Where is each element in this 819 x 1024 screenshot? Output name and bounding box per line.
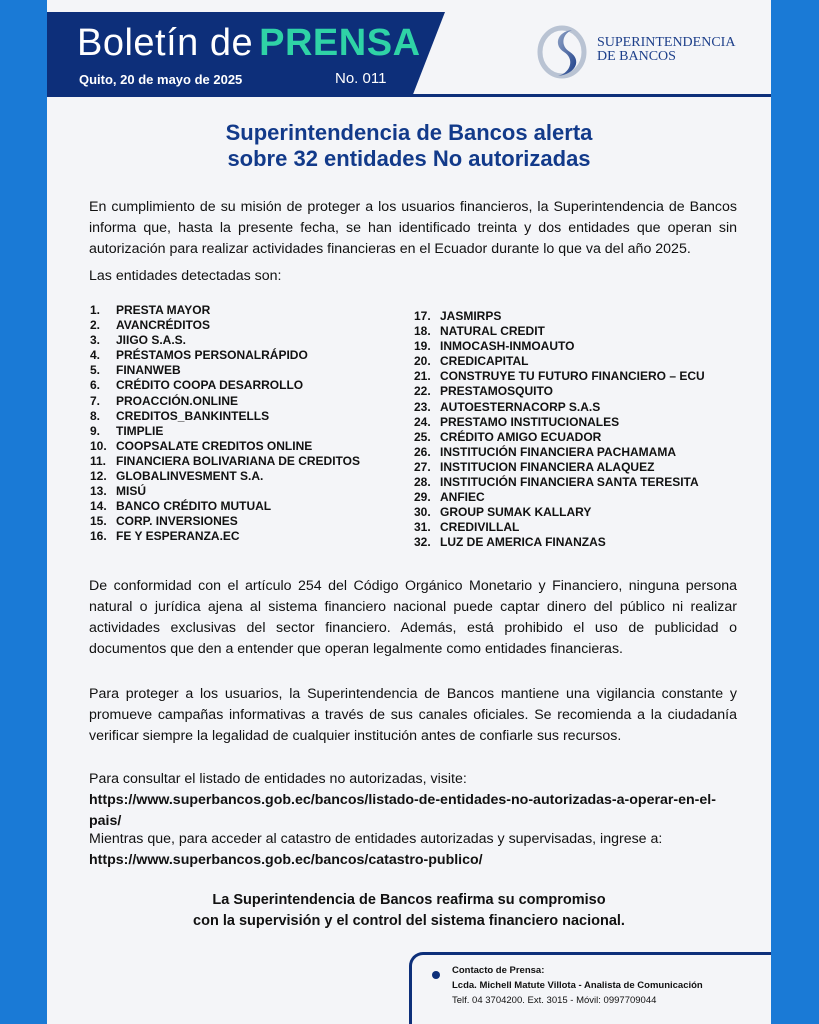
headline-line2: sobre 32 entidades No autorizadas — [227, 146, 591, 171]
press-bulletin-sheet — [47, 0, 771, 1024]
entity-name: JIIGO S.A.S. — [116, 333, 187, 348]
list-intro: Las entidades detectadas son: — [89, 268, 282, 284]
entity-list-item — [90, 378, 360, 393]
entity-name: PRÉSTAMOS PERSONALRÁPIDO — [116, 348, 308, 363]
entity-number: 27. — [414, 459, 431, 474]
entity-name: PRESTA MAYOR — [116, 303, 211, 317]
protection-paragraph: Para proteger a los usuarios, la Superintendencia de Bancos mantiene una vigilancia constante y promueve campañas informativas a través de sus canales oficiales. Se recomienda a la ciudadanía verificar siempre la legalidad de cualquier institución antes de confiarle sus recursos. — [89, 686, 737, 744]
entity-list-item — [90, 454, 360, 469]
contact-name: Lcda. Michell Matute Villota - Analista de Comunicación — [452, 980, 703, 991]
entity-name: BANCO CRÉDITO MUTUAL — [116, 499, 272, 514]
entity-list-item — [414, 505, 705, 520]
superintendencia-logo-icon — [536, 22, 596, 82]
legal-paragraph: De conformidad con el artículo 254 del Código Orgánico Monetario y Financiero, ninguna persona natural o jurídica ajena al sistema financiero nacional puede captar dinero del público ni realizar actividades exclusivas del sector financiero. Además, está prohibido el uso de publicidad o documentos que den a entender que operan legalmente como entidades financieras. — [89, 578, 737, 657]
catastro-paragraph — [89, 829, 737, 871]
entity-list-item — [414, 445, 705, 460]
entity-number: 6. — [90, 378, 101, 393]
entity-name: CREDITOS_BANKINTELLS — [116, 408, 270, 423]
entity-list-item — [414, 384, 705, 399]
entity-number: 21. — [414, 369, 431, 384]
entity-name: CRÉDITO AMIGO ECUADOR — [440, 429, 602, 444]
entity-number: 8. — [90, 408, 101, 423]
entity-list-item — [90, 484, 360, 499]
intro-paragraph: En cumplimiento de su misión de proteger a los usuarios financieros, la Superintendencia de Bancos informa que, hasta la presente fecha, se han identificado treinta y dos entidades que operan sin autorización para realizar actividades financieras en el Ecuador durante lo que va del año 2025. — [89, 199, 737, 257]
entity-list-item — [90, 469, 360, 484]
entity-list-item — [414, 520, 705, 535]
entity-number: 4. — [90, 348, 101, 363]
entity-list-item — [90, 514, 360, 529]
entity-list-item — [90, 333, 360, 348]
entity-name: PRESTAMO INSTITUCIONALES — [440, 414, 620, 429]
closing-line1: La Superintendencia de Bancos reafirma su compromiso — [212, 892, 606, 908]
logo-wordmark — [597, 36, 735, 64]
entity-number: 23. — [414, 399, 431, 414]
entity-name: FE Y ESPERANZA.EC — [116, 529, 240, 544]
closing-line2: con la supervisión y el control del sistema financiero nacional. — [193, 913, 625, 929]
bulletin-title — [77, 22, 421, 65]
entity-list-item — [90, 424, 360, 439]
catastro-text: Mientras que, para acceder al catastro de entidades autorizadas y supervisadas, ingrese a: — [89, 831, 663, 847]
entities-list-left — [90, 303, 360, 545]
bulletin-title-light: Boletín de — [77, 22, 254, 64]
entity-number: 18. — [414, 324, 431, 339]
entity-number: 31. — [414, 520, 431, 535]
entity-number: 7. — [90, 393, 101, 408]
entity-number: 24. — [414, 414, 431, 429]
logo-line1: SUPERINTENDENCIA — [597, 35, 736, 50]
entity-list-item — [90, 318, 360, 333]
entity-name: ANFIEC — [440, 490, 485, 505]
unauthorized-list-link[interactable]: https://www.superbancos.gob.ec/bancos/listado-de-entidades-no-autorizadas-a-operar-en-el-pais/ — [89, 792, 716, 829]
entity-name: COOPSALATE CREDITOS ONLINE — [116, 438, 313, 453]
entity-number: 32. — [414, 535, 431, 550]
entity-number: 1. — [90, 303, 101, 317]
entity-name: INSTITUCION FINANCIERA ALAQUEZ — [440, 459, 655, 474]
bulletin-number: No. 011 — [335, 70, 387, 87]
closing-statement — [47, 890, 771, 932]
entity-list-item — [414, 490, 705, 505]
entity-number: 25. — [414, 429, 431, 444]
bullet-dot-icon — [432, 971, 440, 979]
entity-number: 12. — [90, 469, 107, 484]
entity-number: 10. — [90, 438, 107, 453]
entity-list-item — [90, 303, 360, 318]
header-divider — [47, 94, 771, 97]
entity-name: FINANCIERA BOLIVARIANA DE CREDITOS — [116, 453, 361, 468]
entity-number: 26. — [414, 444, 431, 459]
entity-list-item — [414, 460, 705, 475]
entity-list-item — [414, 324, 705, 339]
entity-name: PROACCIÓN.ONLINE — [116, 393, 239, 408]
entity-name: CORP. INVERSIONES — [116, 514, 238, 529]
headline-line1: Superintendencia de Bancos alerta — [225, 120, 593, 145]
entity-number: 20. — [414, 354, 431, 369]
entity-number: 3. — [90, 333, 101, 348]
entity-number: 11. — [90, 453, 107, 468]
entity-number: 28. — [414, 475, 431, 490]
entity-list-item — [414, 415, 705, 430]
entity-number: 17. — [414, 309, 431, 323]
entity-name: LUZ DE AMERICA FINANZAS — [440, 535, 606, 550]
entity-list-item — [90, 529, 360, 544]
entity-number: 19. — [414, 339, 431, 354]
entity-list-item — [414, 354, 705, 369]
entity-list-item — [90, 499, 360, 514]
entity-number: 30. — [414, 505, 431, 520]
entity-list-item — [414, 535, 705, 550]
entity-name: AUTOESTERNACORP S.A.S — [440, 399, 601, 414]
entity-number: 22. — [414, 384, 431, 399]
unauthorized-list-paragraph — [89, 769, 737, 832]
entity-list-item — [414, 369, 705, 384]
entity-list-item — [414, 339, 705, 354]
entity-list-item — [90, 409, 360, 424]
entity-name: NATURAL CREDIT — [440, 324, 545, 339]
entity-name: CONSTRUYE TU FUTURO FINANCIERO – ECU — [440, 369, 705, 384]
entity-list-item — [414, 475, 705, 490]
contact-label: Contacto de Prensa: — [452, 965, 545, 976]
entities-list-right — [414, 309, 705, 551]
entity-number: 2. — [90, 318, 101, 333]
entity-name: INSTITUCIÓN FINANCIERA SANTA TERESITA — [440, 475, 699, 490]
entity-name: INSTITUCIÓN FINANCIERA PACHAMAMA — [440, 444, 676, 459]
entity-list-item — [90, 394, 360, 409]
entity-name: CRÉDITO COOPA DESARROLLO — [116, 378, 304, 393]
entity-list-item — [90, 439, 360, 454]
entity-number: 13. — [90, 484, 107, 499]
entity-list-item — [414, 309, 705, 324]
entity-name: TIMPLIE — [116, 423, 164, 438]
entity-list-item — [90, 348, 360, 363]
entity-list-item — [414, 400, 705, 415]
bulletin-title-bold: PRENSA — [259, 22, 421, 64]
entity-name: INMOCASH-INMOAUTO — [440, 339, 575, 354]
entity-name: MISÚ — [116, 484, 146, 499]
entity-name: PRESTAMOSQUITO — [440, 384, 553, 399]
entity-name: GROUP SUMAK KALLARY — [440, 505, 592, 520]
entity-number: 16. — [90, 529, 107, 544]
entity-name: CREDIVILLAL — [440, 520, 520, 535]
logo-line2: DE BANCOS — [597, 49, 676, 64]
entity-name: CREDICAPITAL — [440, 354, 529, 369]
entity-number: 5. — [90, 363, 101, 378]
entity-list-item — [90, 363, 360, 378]
entity-number: 15. — [90, 514, 107, 529]
entity-name: AVANCRÉDITOS — [116, 318, 211, 333]
entity-name: FINANWEB — [116, 363, 181, 378]
entity-list-item — [414, 430, 705, 445]
entity-number: 9. — [90, 423, 101, 438]
headline — [47, 120, 771, 172]
entity-name: GLOBALINVESMENT S.A. — [116, 469, 264, 484]
entity-number: 14. — [90, 499, 107, 514]
press-contact-box — [409, 952, 771, 1024]
entity-number: 29. — [414, 490, 431, 505]
entity-name: JASMIRPS — [440, 309, 502, 323]
unauthorized-list-text: Para consultar el listado de entidades no autorizadas, visite: — [89, 771, 467, 787]
catastro-link[interactable]: https://www.superbancos.gob.ec/bancos/catastro-publico/ — [89, 852, 483, 868]
bulletin-date: Quito, 20 de mayo de 2025 — [79, 72, 243, 87]
contact-phones: Telf. 04 3704200. Ext. 3015 - Móvil: 0997709044 — [452, 995, 657, 1006]
